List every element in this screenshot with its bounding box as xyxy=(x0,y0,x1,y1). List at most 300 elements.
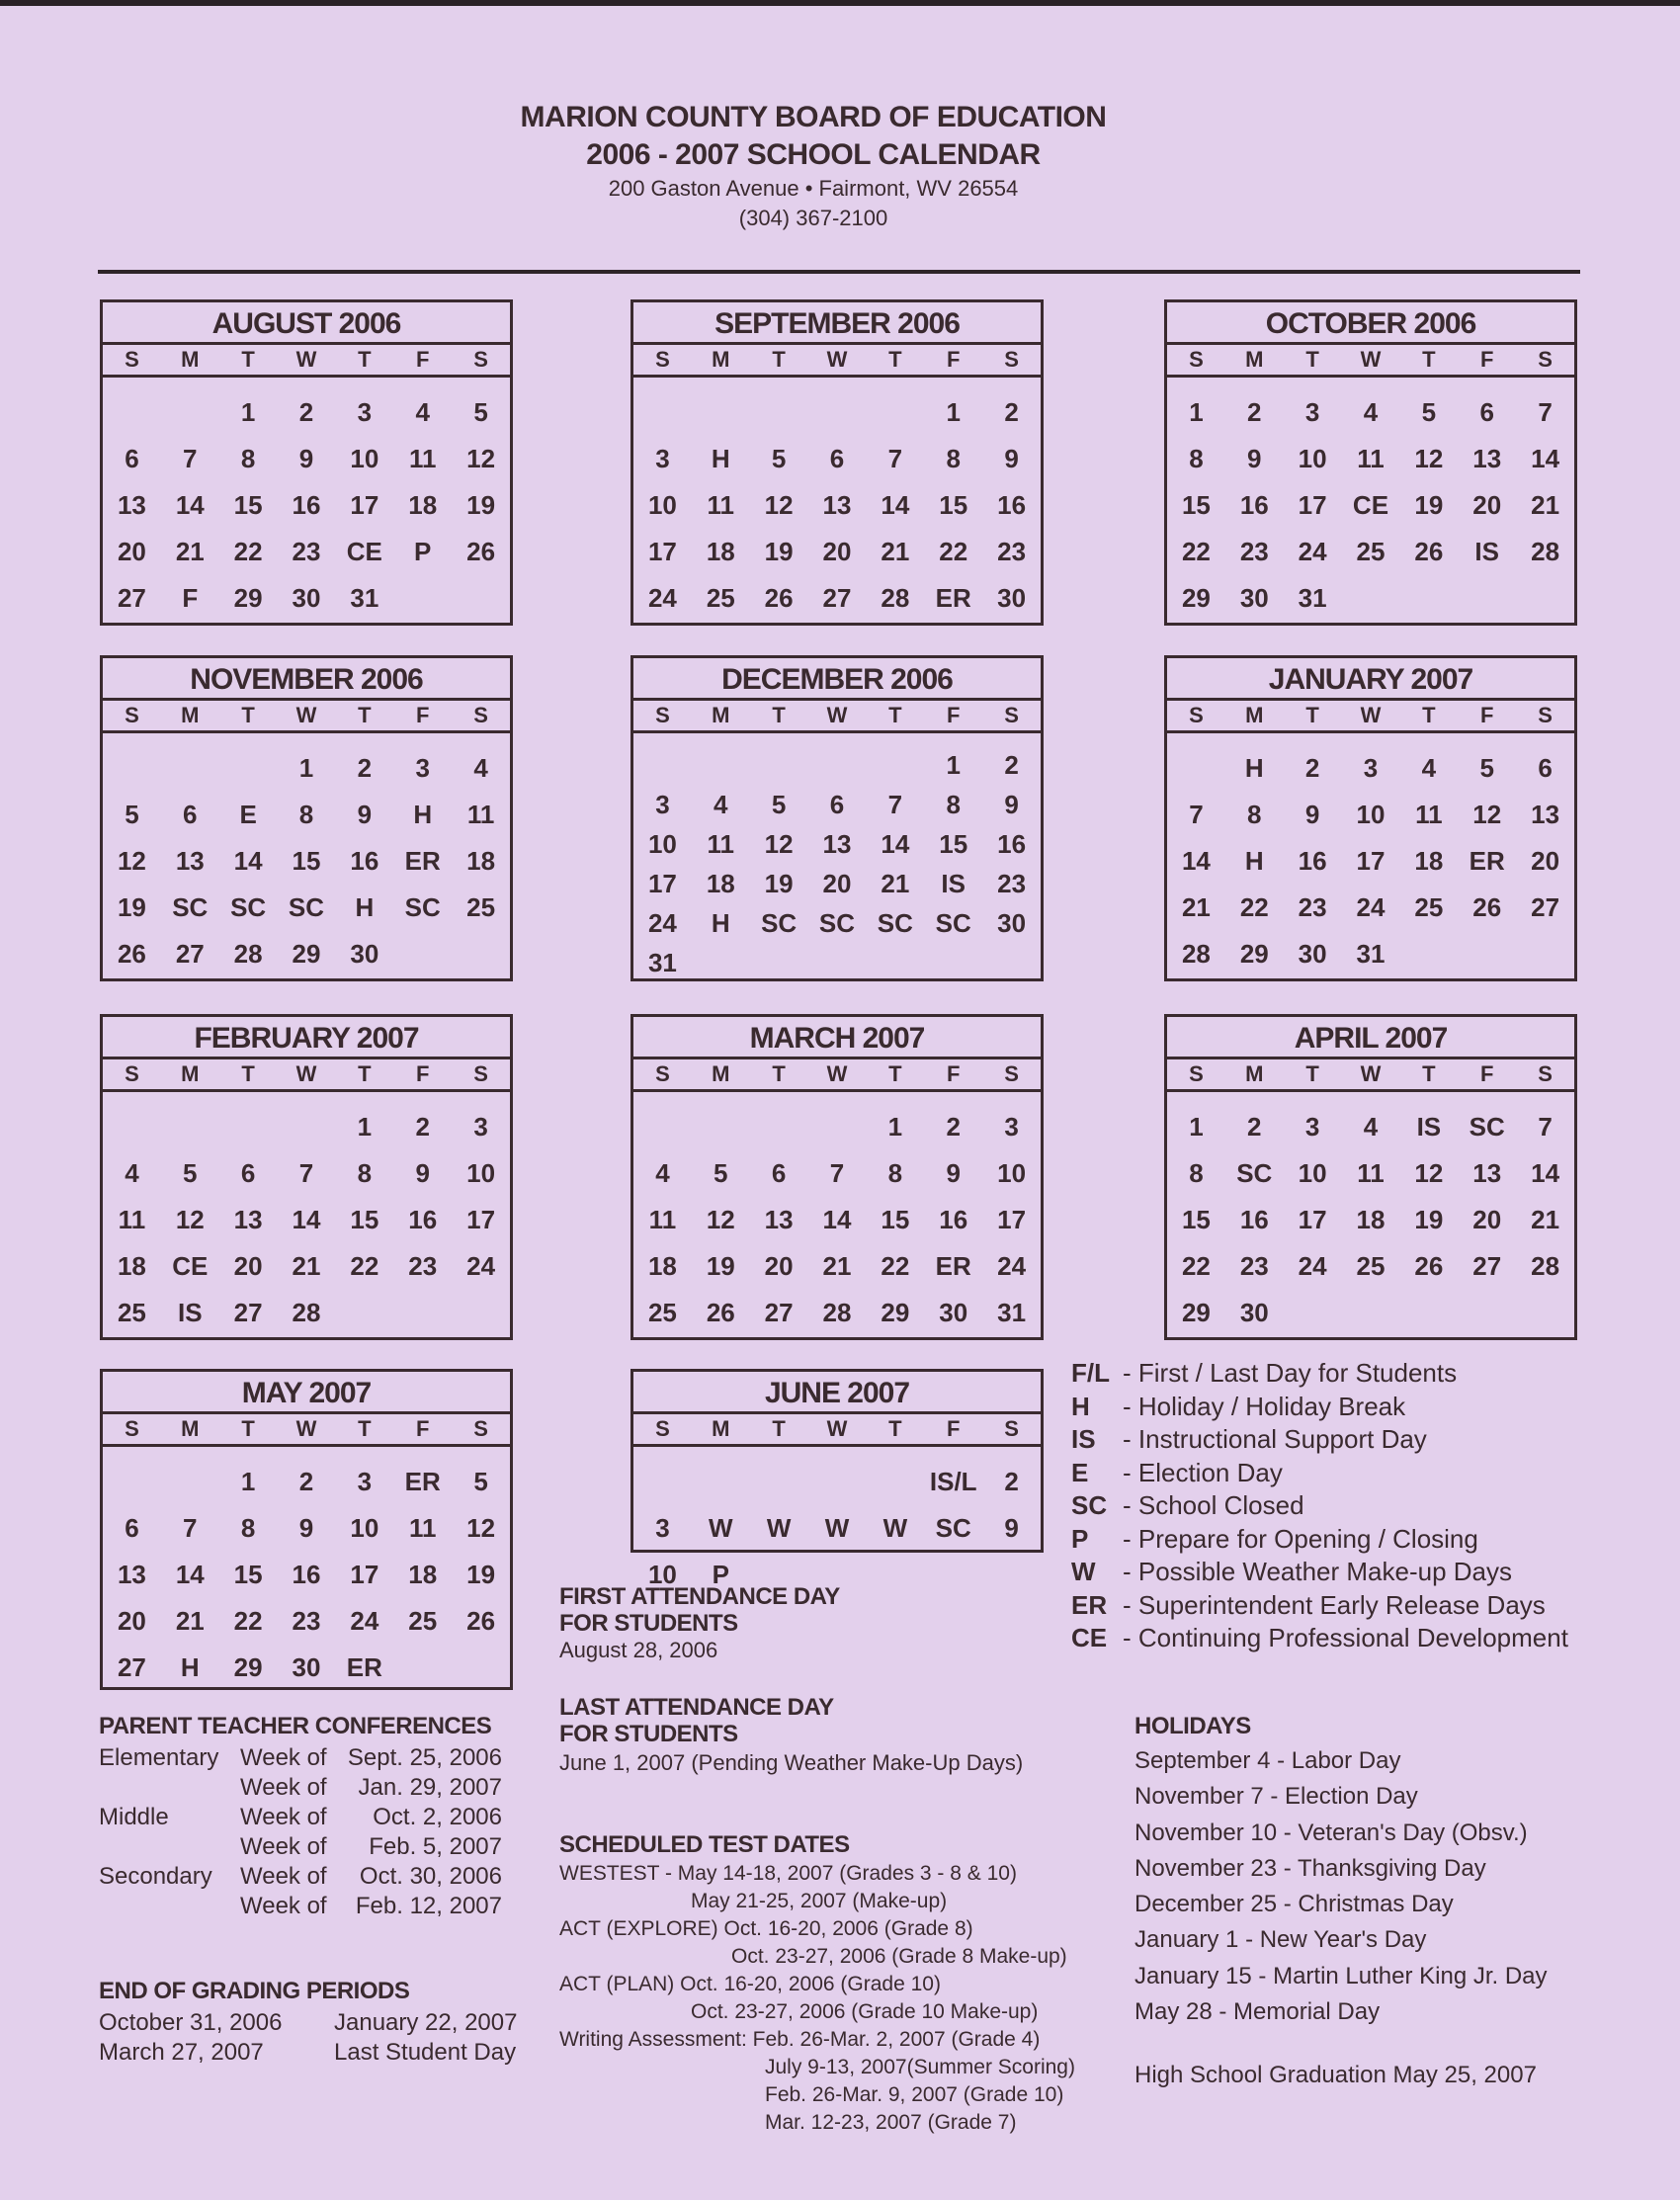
day-cell: 29 xyxy=(881,1298,910,1327)
day-cell: 15 xyxy=(1181,1205,1211,1234)
day-cell: 1 xyxy=(887,1112,903,1142)
day-cell: 13 xyxy=(1472,444,1502,473)
day-cell: 20 xyxy=(233,1251,263,1281)
day-cell: 18 xyxy=(466,846,496,876)
legend xyxy=(1071,1357,1568,1655)
day-cell: ER xyxy=(935,583,971,613)
day-cell: 15 xyxy=(350,1205,379,1234)
day-cell: 26 xyxy=(117,939,146,969)
day-cell: 3 xyxy=(473,1112,488,1142)
conference-level xyxy=(99,1832,240,1862)
weekday-label: M xyxy=(712,703,730,727)
day-cell: 25 xyxy=(1356,537,1386,566)
test-line: July 9-13, 2007(Summer Scoring) xyxy=(765,2056,1075,2078)
weekday-label: M xyxy=(181,1416,200,1441)
day-cell: 25 xyxy=(408,1606,438,1636)
weekday-label: T xyxy=(358,703,372,727)
conference-row xyxy=(99,1803,502,1832)
day-cell xyxy=(692,745,750,785)
day-cell: IS xyxy=(1474,537,1499,566)
day-cell: 17 xyxy=(466,1205,496,1234)
day-cell: 10 xyxy=(647,1560,677,1589)
day-cell: H xyxy=(711,908,730,938)
day-cell xyxy=(808,745,867,785)
day-cell: 7 xyxy=(1538,1112,1553,1142)
day-cell: 21 xyxy=(1181,892,1211,922)
day-cell: 7 xyxy=(183,444,198,473)
day-cell: 16 xyxy=(408,1205,438,1234)
conference-row xyxy=(99,1773,502,1803)
day-cell xyxy=(161,1104,219,1150)
weekday-label: F xyxy=(415,1061,430,1086)
day-cell: IS xyxy=(177,1298,203,1327)
day-cell: 30 xyxy=(1239,583,1269,613)
weekday-label: T xyxy=(772,703,786,727)
day-cell xyxy=(633,745,692,785)
weekday-label: S xyxy=(125,703,139,727)
first-attendance-date: August 28, 2006 xyxy=(559,1638,718,1662)
day-cell: 19 xyxy=(466,1560,496,1589)
weekday-label: S xyxy=(1004,703,1019,727)
day-cell: 9 xyxy=(1004,444,1019,473)
day-cell: 19 xyxy=(764,869,794,898)
grading-date: October 31, 2006 xyxy=(99,2009,283,2036)
day-cell: 7 xyxy=(183,1513,198,1543)
weekday-label: T xyxy=(358,1416,372,1441)
day-cell: 10 xyxy=(350,1513,379,1543)
day-cell: 13 xyxy=(233,1205,263,1234)
weekday-header xyxy=(633,345,1041,378)
weekday-label: S xyxy=(1189,347,1204,372)
day-cell: 27 xyxy=(1472,1251,1502,1281)
day-cell: 5 xyxy=(714,1158,728,1188)
day-cell: 29 xyxy=(1181,1298,1211,1327)
month-title: OCTOBER 2006 xyxy=(1167,302,1574,345)
day-cell: 26 xyxy=(1414,537,1444,566)
weekday-label: S xyxy=(1004,1416,1019,1441)
day-cell: 30 xyxy=(1239,1298,1269,1327)
day-cell: 17 xyxy=(1298,490,1327,520)
day-cell: 25 xyxy=(647,1298,677,1327)
weekday-label: M xyxy=(1245,703,1264,727)
day-cell: 25 xyxy=(706,583,735,613)
weekday-label: S xyxy=(1004,1061,1019,1086)
day-cell: 16 xyxy=(292,1560,321,1589)
day-cell: 15 xyxy=(233,1560,263,1589)
day-cell: 18 xyxy=(1414,846,1444,876)
day-cell: SC xyxy=(288,892,325,922)
day-cell: 9 xyxy=(1247,444,1262,473)
day-cell: 13 xyxy=(1472,1158,1502,1188)
day-cell: 11 xyxy=(466,800,495,829)
conference-date: Jan. 29, 2007 xyxy=(358,1774,502,1801)
day-cell: 11 xyxy=(1357,444,1385,473)
conference-level xyxy=(99,1773,240,1803)
day-cell: 14 xyxy=(1531,444,1560,473)
day-cell: 27 xyxy=(175,939,205,969)
conference-week: Week of xyxy=(240,1863,327,1890)
day-cell: 18 xyxy=(117,1251,146,1281)
day-cell: 6 xyxy=(183,800,198,829)
day-cell: 12 xyxy=(1414,1158,1444,1188)
day-cell: 19 xyxy=(466,490,496,520)
day-cell xyxy=(633,389,692,436)
test-line: Mar. 12-23, 2007 (Grade 7) xyxy=(765,2111,1017,2134)
day-cell: 13 xyxy=(822,829,852,859)
weekday-label: F xyxy=(1479,703,1494,727)
day-cell: 8 xyxy=(240,444,256,473)
test-line: WESTEST - May 14-18, 2007 (Grades 3 - 8 & 10) xyxy=(559,1862,1017,1885)
weekday-header xyxy=(1167,701,1574,733)
month-title: MAY 2007 xyxy=(103,1372,510,1414)
conferences xyxy=(99,1710,502,1921)
day-cell: SC xyxy=(761,908,798,938)
day-cell: 22 xyxy=(1181,537,1211,566)
day-cell: 2 xyxy=(1004,397,1019,427)
day-cell xyxy=(750,1104,808,1150)
weekday-label: W xyxy=(295,1061,317,1086)
weekday-label: T xyxy=(888,1061,902,1086)
day-cell: 24 xyxy=(1298,1251,1327,1281)
weekday-label: S xyxy=(125,1061,139,1086)
day-cell xyxy=(866,1459,924,1505)
month-title: MARCH 2007 xyxy=(633,1017,1041,1059)
day-cell: 17 xyxy=(1356,846,1386,876)
day-cell: 11 xyxy=(1415,800,1443,829)
day-cell: 1 xyxy=(1189,1112,1204,1142)
day-cell: 26 xyxy=(466,1606,496,1636)
day-cell: 12 xyxy=(764,829,794,859)
weekday-label: S xyxy=(655,703,670,727)
day-cell: 17 xyxy=(350,1560,379,1589)
weekday-label: F xyxy=(946,347,961,372)
month-august-2006 xyxy=(100,299,513,626)
day-cell: 25 xyxy=(1414,892,1444,922)
weekday-label: T xyxy=(888,1416,902,1441)
day-cell: H xyxy=(180,1652,200,1682)
legend-item: ER - Superintendent Early Release Days xyxy=(1071,1589,1546,1620)
day-cell: W xyxy=(882,1513,908,1543)
day-cell: 2 xyxy=(1004,1467,1019,1496)
day-cell: 1 xyxy=(357,1112,373,1142)
day-cell: ER xyxy=(935,1251,971,1281)
day-cell: 19 xyxy=(764,537,794,566)
day-cell: 2 xyxy=(298,397,314,427)
day-cell: 14 xyxy=(1531,1158,1560,1188)
day-cell: 5 xyxy=(473,1467,488,1496)
holiday-item: January 15 - Martin Luther King Jr. Day xyxy=(1134,1962,1548,1989)
day-cell: 15 xyxy=(939,829,968,859)
weekday-label: M xyxy=(1245,1061,1264,1086)
day-cell: 18 xyxy=(706,869,735,898)
day-cell: 12 xyxy=(175,1205,205,1234)
day-cell xyxy=(750,745,808,785)
day-cell: 15 xyxy=(881,1205,910,1234)
day-cell: 13 xyxy=(175,846,205,876)
month-march-2007 xyxy=(630,1014,1044,1340)
day-cell: 21 xyxy=(822,1251,852,1281)
day-cell: 6 xyxy=(771,1158,787,1188)
day-cell: 14 xyxy=(175,1560,205,1589)
weekday-label: S xyxy=(1538,347,1553,372)
month-september-2006 xyxy=(630,299,1044,626)
day-cell: 25 xyxy=(117,1298,146,1327)
day-cell xyxy=(808,389,867,436)
day-cell: 23 xyxy=(292,1606,321,1636)
day-cell: 16 xyxy=(1298,846,1327,876)
day-cell: 10 xyxy=(1298,444,1327,473)
day-cell: H xyxy=(1244,753,1264,783)
weekday-label: T xyxy=(1305,1061,1319,1086)
weekday-label: M xyxy=(1245,347,1264,372)
day-cell: 30 xyxy=(1298,939,1327,969)
month-title: JUNE 2007 xyxy=(633,1372,1041,1414)
day-cell: 17 xyxy=(350,490,379,520)
day-cell: IS/L xyxy=(929,1467,977,1496)
day-cell: 3 xyxy=(357,1467,373,1496)
day-cell: 14 xyxy=(175,490,205,520)
day-cell: 4 xyxy=(125,1158,139,1188)
weekday-label: S xyxy=(655,1416,670,1441)
day-cell: 8 xyxy=(1247,800,1262,829)
conference-date: Feb. 5, 2007 xyxy=(369,1833,502,1860)
conference-level: Elementary xyxy=(99,1744,219,1771)
day-cell: 30 xyxy=(939,1298,968,1327)
day-cell: 5 xyxy=(473,397,488,427)
weekday-label: S xyxy=(125,1416,139,1441)
day-cell xyxy=(103,389,161,436)
day-cell xyxy=(866,745,924,785)
day-cell: 9 xyxy=(298,1513,314,1543)
day-cell: 4 xyxy=(714,790,728,819)
weekday-header xyxy=(633,1059,1041,1092)
day-cell xyxy=(278,1104,336,1150)
weekday-label: S xyxy=(1189,703,1204,727)
weekday-label: S xyxy=(1189,1061,1204,1086)
month-title: FEBRUARY 2007 xyxy=(103,1017,510,1059)
conference-row xyxy=(99,1832,502,1862)
day-cell: 30 xyxy=(292,583,321,613)
day-cell: 21 xyxy=(1531,1205,1560,1234)
day-cell: 31 xyxy=(997,1298,1027,1327)
legend-item: CE - Continuing Professional Development xyxy=(1071,1623,1568,1652)
conference-level xyxy=(99,1892,240,1921)
month-title: AUGUST 2006 xyxy=(103,302,510,345)
day-cell: 3 xyxy=(655,444,670,473)
day-cell: 30 xyxy=(350,939,379,969)
day-cell: 1 xyxy=(240,397,256,427)
day-cell: 14 xyxy=(881,829,910,859)
holiday-item: November 10 - Veteran's Day (Obsv.) xyxy=(1134,1819,1528,1846)
weekday-header xyxy=(1167,1059,1574,1092)
day-cell: 19 xyxy=(1414,1205,1444,1234)
day-cell: 18 xyxy=(706,537,735,566)
day-cell: 17 xyxy=(647,537,677,566)
day-cell: 28 xyxy=(881,583,910,613)
day-cell: 8 xyxy=(946,444,961,473)
day-cell: 31 xyxy=(350,583,379,613)
day-cell: 11 xyxy=(408,444,437,473)
day-cell xyxy=(808,1104,867,1150)
day-cell: 9 xyxy=(1004,1513,1019,1543)
day-cell xyxy=(219,1104,278,1150)
day-cell: 20 xyxy=(117,1606,146,1636)
day-cell: 10 xyxy=(466,1158,496,1188)
weekday-label: F xyxy=(1479,347,1494,372)
page-header xyxy=(0,99,1627,233)
day-cell: W xyxy=(766,1513,792,1543)
day-cell: 5 xyxy=(771,444,787,473)
weekday-header xyxy=(103,345,510,378)
weekday-label: T xyxy=(1422,347,1436,372)
day-cell: 6 xyxy=(1538,753,1553,783)
day-cell: 3 xyxy=(1304,397,1320,427)
day-cell: 19 xyxy=(117,892,146,922)
weekday-label: M xyxy=(181,347,200,372)
day-cell: 7 xyxy=(829,1158,845,1188)
day-cell: 10 xyxy=(997,1158,1027,1188)
day-cell: 3 xyxy=(1004,1112,1019,1142)
day-cell xyxy=(808,1459,867,1505)
test-dates-title: SCHEDULED TEST DATES xyxy=(559,1831,850,1858)
day-cell: 21 xyxy=(292,1251,321,1281)
day-cell: 24 xyxy=(350,1606,379,1636)
day-cell: 6 xyxy=(125,1513,139,1543)
weekday-label: W xyxy=(295,1416,317,1441)
day-cell: 3 xyxy=(1363,753,1379,783)
weekday-label: F xyxy=(1479,1061,1494,1086)
day-cell xyxy=(750,1459,808,1505)
day-cell: 24 xyxy=(997,1251,1027,1281)
weekday-label: S xyxy=(1004,347,1019,372)
day-cell: 14 xyxy=(1181,846,1211,876)
weekday-label: T xyxy=(1305,347,1319,372)
day-cell: 26 xyxy=(706,1298,735,1327)
day-cell: 13 xyxy=(822,490,852,520)
month-title: JANUARY 2007 xyxy=(1167,658,1574,701)
day-cell: 1 xyxy=(240,1467,256,1496)
month-may-2007 xyxy=(100,1369,513,1690)
legend-item: E - Election Day xyxy=(1071,1457,1283,1487)
day-cell: 2 xyxy=(1247,1112,1262,1142)
day-cell: 24 xyxy=(647,583,677,613)
day-cell: 28 xyxy=(233,939,263,969)
day-cell xyxy=(692,1459,750,1505)
day-cell: 28 xyxy=(292,1298,321,1327)
day-cell: 24 xyxy=(1356,892,1386,922)
weekday-label: W xyxy=(1360,703,1382,727)
day-cell: 25 xyxy=(1356,1251,1386,1281)
day-cell: 9 xyxy=(1304,800,1320,829)
day-cell: 1 xyxy=(946,397,961,427)
day-cell: 6 xyxy=(240,1158,256,1188)
address: 200 Gaston Avenue • Fairmont, WV 26554 xyxy=(608,176,1019,201)
day-cell: H xyxy=(413,800,433,829)
day-cell: 9 xyxy=(298,444,314,473)
day-cell: 2 xyxy=(1304,753,1320,783)
weekday-label: T xyxy=(358,347,372,372)
month-title: NOVEMBER 2006 xyxy=(103,658,510,701)
weekday-header xyxy=(633,701,1041,733)
weekday-label: W xyxy=(826,1416,848,1441)
day-cell: 1 xyxy=(946,750,961,780)
day-cell: 26 xyxy=(764,583,794,613)
day-cell: 2 xyxy=(1247,397,1262,427)
month-november-2006 xyxy=(100,655,513,981)
weekday-label: W xyxy=(1360,1061,1382,1086)
day-cell: 15 xyxy=(292,846,321,876)
weekday-label: S xyxy=(655,1061,670,1086)
phone: (304) 367-2100 xyxy=(738,206,888,230)
weekday-label: T xyxy=(1305,703,1319,727)
day-cell: 5 xyxy=(771,790,787,819)
test-line: May 21-25, 2007 (Make-up) xyxy=(691,1890,948,1912)
weekday-label: T xyxy=(888,347,902,372)
day-cell: 14 xyxy=(292,1205,321,1234)
day-cell: 12 xyxy=(764,490,794,520)
month-december-2006 xyxy=(630,655,1044,981)
day-cell: 10 xyxy=(350,444,379,473)
weekday-label: W xyxy=(295,703,317,727)
day-cell xyxy=(161,389,219,436)
day-cell: 16 xyxy=(1239,1205,1269,1234)
day-cell: 20 xyxy=(117,537,146,566)
day-cell: 17 xyxy=(997,1205,1027,1234)
day-cell: 29 xyxy=(1181,583,1211,613)
day-cell: 12 xyxy=(1414,444,1444,473)
last-attendance-date: June 1, 2007 (Pending Weather Make-Up Days) xyxy=(559,1750,1024,1775)
day-cell: 9 xyxy=(415,1158,430,1188)
day-cell: 8 xyxy=(298,800,314,829)
day-cell: 30 xyxy=(292,1652,321,1682)
day-cell: IS xyxy=(941,869,966,898)
grading-date: March 27, 2007 xyxy=(99,2039,264,2066)
weekday-label: T xyxy=(241,1416,255,1441)
day-cell: 14 xyxy=(233,846,263,876)
day-cell: 8 xyxy=(1189,1158,1204,1188)
day-cell: 1 xyxy=(298,753,314,783)
weekday-label: T xyxy=(1422,703,1436,727)
day-cell: 13 xyxy=(1531,800,1560,829)
weekday-label: W xyxy=(826,1061,848,1086)
day-cell: 9 xyxy=(1004,790,1019,819)
weekday-header xyxy=(1167,345,1574,378)
day-cell: P xyxy=(414,537,432,566)
day-cell: F xyxy=(182,583,199,613)
day-cell: 13 xyxy=(764,1205,794,1234)
day-cell: 21 xyxy=(881,537,910,566)
holiday-item: September 4 - Labor Day xyxy=(1134,1747,1401,1774)
weekday-header xyxy=(633,1414,1041,1447)
weekday-label: T xyxy=(241,703,255,727)
holidays-title: HOLIDAYS xyxy=(1134,1713,1251,1739)
legend-item: SC - School Closed xyxy=(1071,1490,1304,1520)
weekday-label: T xyxy=(772,1416,786,1441)
month-april-2007 xyxy=(1164,1014,1577,1340)
day-cell: SC xyxy=(877,908,913,938)
day-cell: 2 xyxy=(946,1112,961,1142)
weekday-label: M xyxy=(181,1061,200,1086)
conference-week: Week of xyxy=(240,1774,327,1801)
day-cell: 28 xyxy=(822,1298,852,1327)
holiday-item: November 23 - Thanksgiving Day xyxy=(1134,1854,1486,1882)
day-cell: 31 xyxy=(647,948,677,977)
holiday-item: January 1 - New Year's Day xyxy=(1134,1926,1427,1954)
weekday-label: T xyxy=(358,1061,372,1086)
day-cell xyxy=(692,1104,750,1150)
day-cell: 30 xyxy=(997,583,1027,613)
weekday-label: S xyxy=(1538,703,1553,727)
